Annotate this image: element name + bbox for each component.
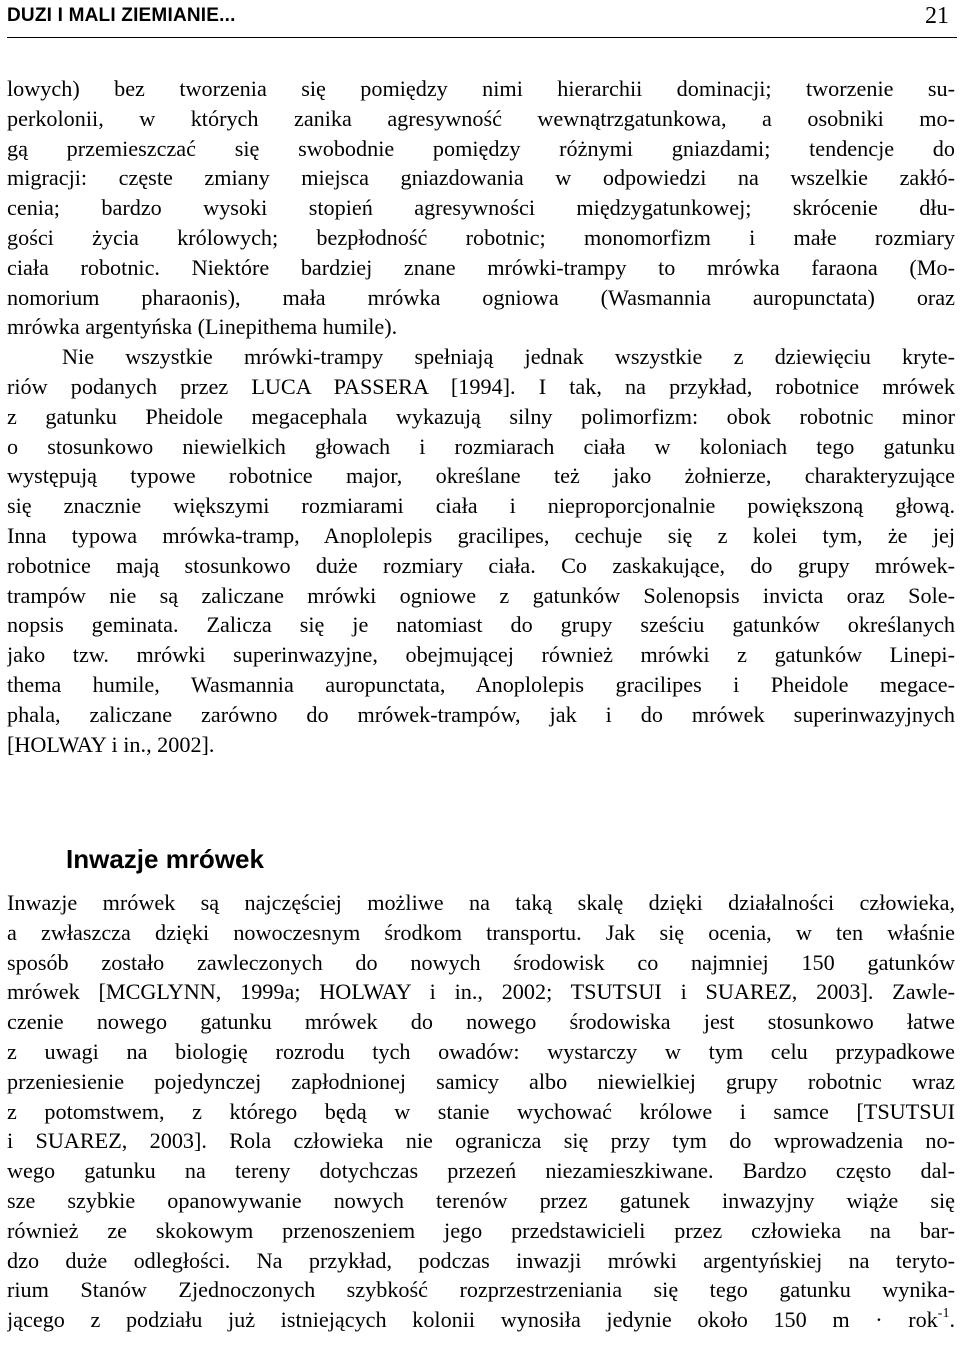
text-line: robotnice mają stosunkowo duże rozmiary ciała. Co zaskakujące, do grupy mrówek- <box>7 552 955 578</box>
sentence-end: . <box>949 1307 955 1333</box>
text-line-final <box>7 1305 955 1335</box>
section-heading: Inwazje mrówek <box>66 844 264 874</box>
text-line: [HOLWAY i in., 2002]. <box>7 731 215 757</box>
text-line: wego gatunku na tereny dotychczas przezeń niezamieszkiwane. Bardzo często dal- <box>7 1158 955 1184</box>
body-text-lower <box>7 888 955 1335</box>
text-line: nomorium pharaonis), mała mrówka ogniowa (Wasmannia auropunctata) oraz <box>7 284 955 310</box>
text-line: się znacznie większymi rozmiarami ciała i nieproporcjonalnie powiększoną głową. <box>7 493 955 519</box>
superscript-exponent: -1 <box>937 1305 950 1321</box>
text-line: cenia; bardzo wysoki stopień agresywności międzygatunkowej; skrócenie dłu- <box>7 195 955 221</box>
text-line: również ze skokowym przenoszeniem jego przedstawicieli przez człowieka na bar- <box>7 1217 955 1243</box>
body-text-upper <box>7 74 955 759</box>
text-line: phala, zaliczane zarówno do mrówek-trampów, jak i do mrówek superinwazyjnych <box>7 701 955 727</box>
paragraph-tramp-criteria <box>7 342 955 759</box>
text-line: rium Stanów Zjednoczonych szybkość rozprzestrzeniania się tego gatunku wynika- <box>7 1277 955 1303</box>
text-line: Nie wszystkie mrówki-trampy spełniają jednak wszystkie z dziewięciu kryte- <box>62 344 955 370</box>
text-line: dzo duże odległości. Na przykład, podczas inwazji mrówki argentyńskiej na teryto- <box>7 1247 955 1273</box>
text-line: gości życia królowych; bezpłodność robotnic; monomorfizm i małe rozmiary <box>7 224 955 250</box>
text-line: trampów nie są zaliczane mrówki ogniowe z gatunków Solenopsis invicta oraz Sole- <box>7 582 955 608</box>
text-line: Inwazje mrówek są najczęściej możliwe na taką skalę dzięki działalności człowieka, <box>7 890 955 915</box>
text-line: sposób zostało zawleczonych do nowych środowisk co najmniej 150 gatunków <box>7 949 955 975</box>
text-line: mrówka argentyńska (Linepithema humile). <box>7 314 398 340</box>
text-line: z uwagi na biologię rozrodu tych owadów: wystarczy w tym celu przypadkowe <box>7 1038 955 1064</box>
paragraph-continuation <box>7 74 955 342</box>
text-line: o stosunkowo niewielkich głowach i rozmiarach ciała w koloniach tego gatunku <box>7 433 955 459</box>
text-line: a zwłaszcza dzięki nowoczesnym środkom transportu. Jak się ocenia, w ten właśnie <box>7 919 955 945</box>
paragraph-invasions <box>7 888 955 1335</box>
text-line: riów podanych przez LUCA PASSERA [1994]. I tak, na przykład, robotnice mrówek <box>7 373 955 399</box>
text-line: migracji: częste zmiany miejsca gniazdowania w odpowiedzi na wszelkie zakłó- <box>7 165 955 191</box>
text-line: czenie nowego gatunku mrówek do nowego środowiska jest stosunkowo łatwe <box>7 1009 955 1035</box>
page-number: 21 <box>925 3 949 29</box>
running-header <box>7 0 957 38</box>
text-line-main: jącego z podziału już istniejących kolonii wynosiła jedynie około 150 m · rok <box>7 1307 938 1333</box>
text-line: występują typowe robotnice major, określane też jako żołnierze, charakteryzujące <box>7 463 955 489</box>
text-line: i SUAREZ, 2003]. Rola człowieka nie ogranicza się przy tym do wprowadzenia no- <box>7 1128 955 1154</box>
text-line: thema humile, Wasmannia auropunctata, Anoplolepis gracilipes i Pheidole megace- <box>7 671 955 697</box>
text-line: ciała robotnic. Niektóre bardziej znane mrówki-trampy to mrówka faraona (Mo- <box>7 254 955 280</box>
text-line: przeniesienie pojedynczej zapłodnionej samicy albo niewielkiej grupy robotnic wraz <box>7 1068 955 1094</box>
text-line: sze szybkie opanowywanie nowych terenów przez gatunek inwazyjny wiąże się <box>7 1187 955 1213</box>
text-line: perkolonii, w których zanika agresywność wewnątrzgatunkowa, a osobniki mo- <box>7 105 955 131</box>
text-line: lowych) bez tworzenia się pomiędzy nimi hierarchii dominacji; tworzenie su- <box>7 76 955 101</box>
text-line: z gatunku Pheidole megacephala wykazują silny polimorfizm: obok robotnic minor <box>7 403 955 429</box>
text-line: z potomstwem, z którego będą w stanie wychować królowe i samce [TSUTSUI <box>7 1098 955 1124</box>
text-line: Inna typowa mrówka-tramp, Anoplolepis gracilipes, cechuje się z kolei tym, że jej <box>7 522 955 548</box>
text-line: gą przemieszczać się swobodnie pomiędzy różnymi gniazdami; tendencje do <box>7 135 955 161</box>
text-line: nopsis geminata. Zalicza się je natomiast do grupy sześciu gatunków określanych <box>7 612 955 638</box>
text-line: jako tzw. mrówki superinwazyjne, obejmującej również mrówki z gatunków Linepi- <box>7 642 955 668</box>
running-title: DUZI I MALI ZIEMIANIE... <box>7 5 236 26</box>
text-line: mrówek [MCGLYNN, 1999a; HOLWAY i in., 2002; TSUTSUI i SUAREZ, 2003]. Zawle- <box>7 979 955 1005</box>
